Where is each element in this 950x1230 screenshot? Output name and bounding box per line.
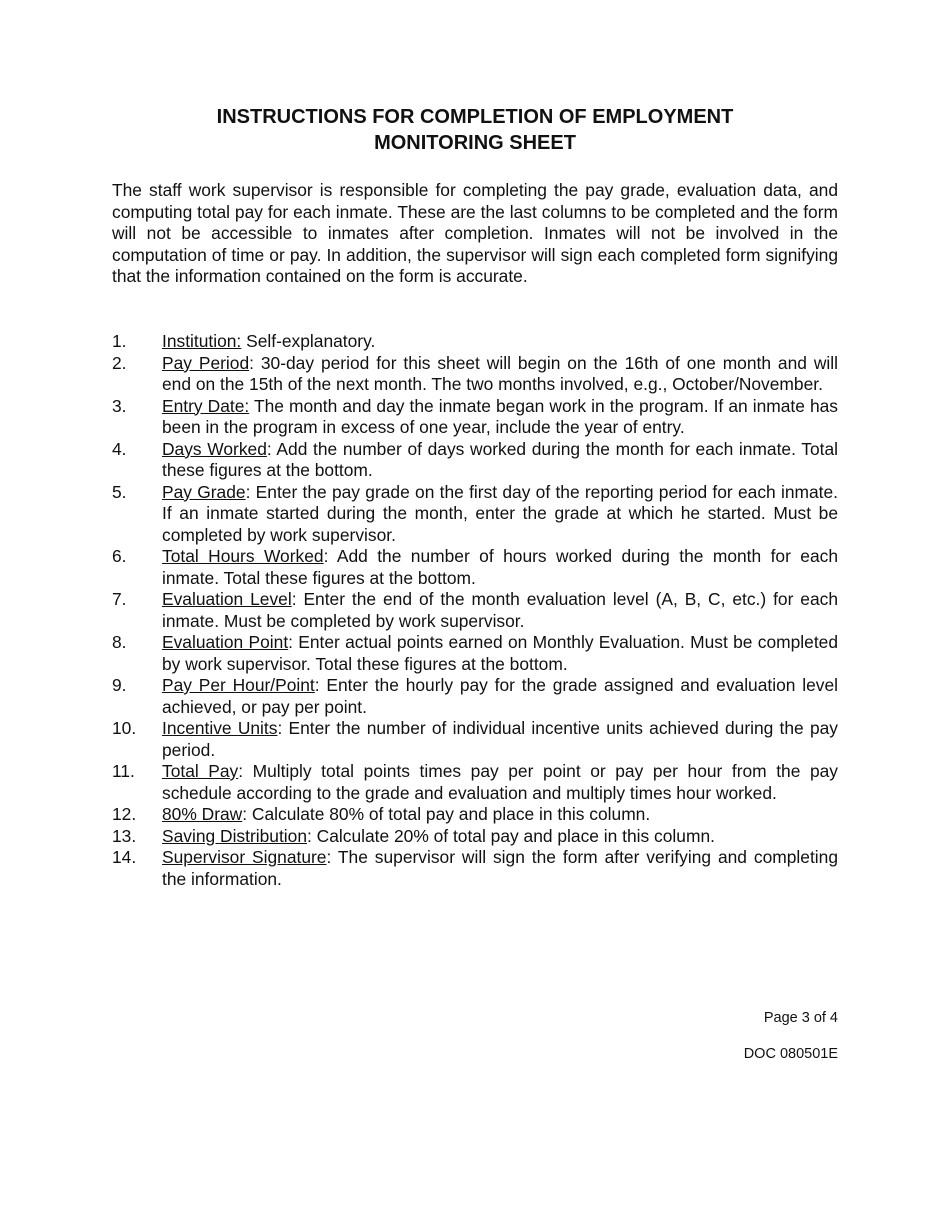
item-term: Institution: bbox=[162, 331, 242, 351]
item-term: Pay Grade bbox=[162, 481, 246, 502]
item-text: : Enter the end of the month evaluation level (A, B, C, etc.) for each inmate. Must be completed by work supervisor. bbox=[162, 589, 838, 631]
item-text: : Calculate 80% of total pay and place in this column. bbox=[242, 804, 651, 824]
item-term: Saving Distribution bbox=[162, 825, 307, 846]
list-item bbox=[112, 826, 838, 848]
title-line-2: MONITORING SHEET bbox=[374, 132, 576, 154]
item-number: 1. bbox=[112, 331, 127, 351]
list-item bbox=[112, 396, 838, 439]
item-text: : Add the number of days worked during the month for each inmate. Total these figures at the bottom. bbox=[162, 438, 838, 480]
item-number: 8. bbox=[112, 632, 127, 652]
list-item bbox=[112, 847, 838, 890]
list-item bbox=[112, 589, 838, 632]
item-text: : Enter the pay grade on the first day of the reporting period for each inmate. If an inmate started during the month, enter the grade at which he started. Must be completed by work supervisor. bbox=[162, 481, 838, 545]
item-number: 6. bbox=[112, 546, 127, 566]
list-item bbox=[112, 761, 838, 804]
item-term: 80% Draw bbox=[162, 804, 243, 824]
item-number: 11. bbox=[112, 761, 135, 781]
item-number: 14. bbox=[112, 847, 137, 867]
item-text: : Enter the number of individual incentive units achieved during the pay period. bbox=[162, 718, 838, 760]
intro-paragraph: The staff work supervisor is responsible for completing the pay grade, evaluation data, and computing total pay for each inmate. These are the last columns to be completed and the form will not be accessible to inmates after completion. Inmates will not be involved in the computation of time or pay. In addition, the supervisor will sign each completed form signifying that the information contained on the form is accurate. bbox=[112, 180, 838, 286]
item-text: Self-explanatory. bbox=[241, 331, 376, 351]
item-text: : The supervisor will sign the form after verifying and completing the information. bbox=[162, 847, 838, 889]
page-title bbox=[112, 104, 838, 156]
list-item bbox=[112, 632, 838, 675]
item-term: Days Worked bbox=[162, 438, 267, 459]
item-term: Total Pay bbox=[162, 761, 239, 781]
item-term: Entry Date: bbox=[162, 395, 250, 416]
item-number: 3. bbox=[112, 395, 127, 416]
list-item bbox=[112, 439, 838, 482]
page-number: Page 3 of 4 bbox=[763, 1010, 838, 1026]
item-number: 10. bbox=[112, 718, 137, 738]
item-term: Evaluation Point bbox=[162, 632, 289, 652]
document-number: DOC 080501E bbox=[743, 1046, 838, 1062]
list-item bbox=[112, 482, 838, 547]
item-number: 5. bbox=[112, 481, 127, 502]
item-term: Pay Period bbox=[162, 352, 250, 373]
item-number: 7. bbox=[112, 589, 127, 609]
item-number: 2. bbox=[112, 352, 127, 373]
item-text: : Calculate 20% of total pay and place in this column. bbox=[307, 825, 715, 846]
item-term: Pay Per Hour/Point bbox=[162, 675, 315, 695]
item-number: 9. bbox=[112, 675, 127, 695]
item-text: : Enter actual points earned on Monthly Evaluation. Must be completed by work supervisor. Total these figures at the bottom. bbox=[162, 632, 838, 674]
list-item bbox=[112, 675, 838, 718]
item-text: : Add the number of hours worked during the month for each inmate. Total these figures at the bottom. bbox=[162, 546, 839, 588]
list-item bbox=[112, 804, 838, 826]
item-text: The month and day the inmate began work in the program. If an inmate has been in the program in excess of one year, include the year of entry. bbox=[162, 395, 838, 437]
item-term: Supervisor Signature bbox=[162, 847, 327, 867]
item-number: 12. bbox=[112, 804, 137, 824]
list-item bbox=[112, 718, 838, 761]
instruction-list bbox=[112, 331, 838, 890]
list-item bbox=[112, 331, 838, 353]
item-term: Incentive Units bbox=[162, 718, 278, 738]
item-number: 4. bbox=[112, 438, 127, 459]
item-number: 13. bbox=[112, 825, 137, 846]
title-line-1: INSTRUCTIONS FOR COMPLETION OF EMPLOYMENT bbox=[216, 106, 734, 128]
item-term: Total Hours Worked bbox=[162, 546, 324, 566]
item-text: : Multiply total points times pay per point or pay per hour from the pay schedule according to the grade and evaluation and multiply times hour worked. bbox=[162, 761, 838, 803]
item-text: : 30-day period for this sheet will begin on the 16th of one month and will end on the 15th of the next month. The two months involved, e.g., October/November. bbox=[162, 352, 838, 394]
list-item bbox=[112, 353, 838, 396]
item-term: Evaluation Level bbox=[162, 589, 292, 609]
item-text: : Enter the hourly pay for the grade assigned and evaluation level achieved, or pay per point. bbox=[162, 675, 838, 717]
list-item bbox=[112, 546, 838, 589]
